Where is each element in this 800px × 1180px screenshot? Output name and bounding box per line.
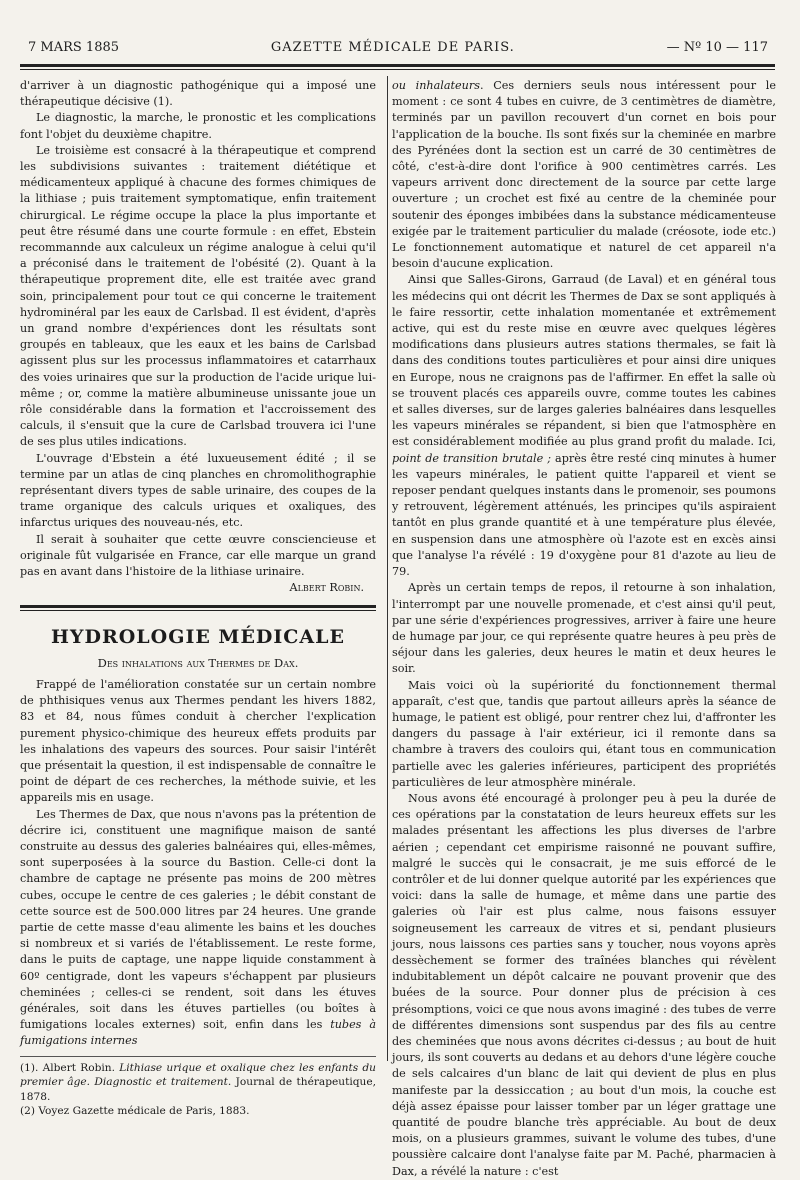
footnotes <box>20 1056 376 1119</box>
paragraph: Le troisième est consacré à la thérapeutique et comprend les subdivisions suivantes : traitement diététique et médicamenteux appliqué à chacune des formes chimiques de la lithiase ; puis traitement symptomatique, enfin traitement chirurgical. Le régime occupe la place la plus importante et peut être résumé dans une courte formule : en effet, Ebstein recommannde aux calculeux un régime analogue à celui qu'il a préconisé dans le traitement de l'obésité (2). Quant à la thérapeutique proprement dite, elle est traitée avec grand soin, principalement pour tout ce qui concerne le traitement hydrominéral par les eaux de Carlsbad. Il est évident, d'après un grand nombre d'expériences dont les résultats sont groupés en tableaux, que les eaux et les bains de Carlsbad agissent plus sur les processus inflammatoires et catarrhaux des voies urinaires que sur la production de l'acide urique lui-même ; or, comme la matière albumineuse unissante joue un rôle considérable dans la formation et l'accroissement des calculs, il s'ensuit que la cure de Carlsbad trouvera ici l'une de ses plus utiles indications. <box>20 143 376 449</box>
paragraph: Frappé de l'amélioration constatée sur un certain nombre de phthisiques venus aux Thermes pendant les hivers 1882, 83 et 84, nous fûmes conduit à chercher l'explication purement physico-chimique des heureux effets produits par les inhalations des vapeurs des sources. Pour saisir l'intérêt que présentait la question, il est indispensable de connaître le point de départ de ces recherches, la méthode suivie, et les appareils mis en usage. <box>20 677 376 805</box>
italic-run: Lithiase urique et oxalique chez les enfants du premier âge. Diagnostic et traitement. <box>20 1061 376 1089</box>
paragraph: Nous avons été encouragé à prolonger peu à peu la durée de ces opérations par la constatation de leurs heureux effets sur les malades présentant les affections les plus diverses de l'arbre aérien ; cependant cet empirisme raisonné ne pouvant suffire, malgré le succès qui le consacrait, je me suis efforcé de le contrôler et de lui donner quelque autorité par les expériences que voici: dans la salle de humage, et même dans une partie des galeries où l'air est plus calme, nous faisons essuyer soigneusement les carreaux de vitres et si, pendant plusieurs jours, nous laissons ces parties sans y toucher, nous voyons après dessèchement se former des traînées blanches qui révèlent indubitablement un dépôt calcaire ne pouvant provenir que des buées de la source. Pour donner plus de précision à ces présomptions, voici ce que nous avons imaginé : des tubes de verre de différentes dimensions sont suspendus par des fils au centre des cheminées que nous avons décrites ci-dessus ; au bout de huit jours, ils sont couverts au dedans et au dehors d'une légère couche de sels calcaires d'un blanc de lait qui devient de plus en plus manifeste par la dessiccation ; au bout d'un mois, la couche est déjà assez épaisse pour laisser tomber par un léger grattage une quantité de poudre blanche très appréciable. Au bout de deux mois, on a plusieurs grammes, suivant le volume des tubes, d'une poussière calcaire dont l'analyse faite par M. Paché, pharmacien à Dax, a révélé la nature : c'est <box>392 791 776 1178</box>
header-title: GAZETTE MÉDICALE DE PARIS. <box>270 40 515 55</box>
header-rule-thin <box>20 69 775 70</box>
paragraph <box>20 807 376 1050</box>
footnote-2: (2) Voyez Gazette médicale de Paris, 1883. <box>20 1105 250 1118</box>
section-title: HYDROLOGIE MÉDICALE <box>50 625 346 648</box>
header-issue: — Nº 10 — 117 <box>666 40 768 55</box>
paragraph: Mais voici où la supériorité du fonctionnement thermal apparaît, c'est que, tandis que partout ailleurs après la séance de humage, le patient est obligé, pour rentrer chez lui, d'affronter les dangers du passage à l'air extérieur, ici il remonte dans sa chambre à travers des couloirs qui, étant tous en communication partielle avec les galeries inférieures, participent des propriétés particulières de leur atmosphère minérale. <box>392 678 776 789</box>
text-run: Ainsi que Salles-Girons, Garraud (de Laval) et en général tous les médecins qui ont décrit les Thermes de Dax se sont appliqués à le faire ressortir, cette inhalation momentanée et extrêmement active, qui est du reste mise en œuvre avec quelques légères modifications dans plusieurs autres stations thermales, se fait là dans des conditions toutes particulières et pour ainsi dire uniques en Europe, nous ne craignons pas de l'affirmer. En effet la salle où se trouvent placés ces appareils ouvre, comme toutes les cabines et salles diverses, sur de larges galeries balnéaires dans lesquelles les vapeurs minérales se répandent, si bien que l'atmosphère en est considérablement modifiée au plus grand profit du malade. Ici, <box>392 273 776 449</box>
article-subtitle: Des inhalations aux Thermes de Dax. <box>97 655 299 670</box>
paragraph: L'ouvrage d'Ebstein a été luxueusement édité ; il se termine par un atlas de cinq planches en chromolithographie représentant divers types de sable urinaire, des coupes de la trame organique des calculs uriques et oxaliques, des infarctus uriques des nouveau-nés, etc. <box>20 451 376 530</box>
page-header <box>28 40 768 62</box>
italic-run: tubes à fumigations internes <box>20 1018 376 1048</box>
left-column <box>20 78 376 1119</box>
header-rule-thick <box>20 64 775 67</box>
italic-run: ou inhalateurs <box>392 79 480 92</box>
right-column <box>392 78 776 1180</box>
text-run: (1). Albert Robin. <box>20 1061 120 1074</box>
text-run: Journal de thérapeutique, 1878. <box>20 1076 376 1103</box>
paragraph <box>392 78 776 272</box>
text-run: Les Thermes de Dax, que nous n'avons pas la prétention de décrire ici, constituent une magnifique maison de santé construite au dessus des galeries balnéaires qui, elles-mêmes, sont superposées à la source du Bastion. Celle-ci dont la chambre de captage ne présente pas moins de 200 mètres cubes, occupe le centre de ces galeries ; le débit constant de cette source est de 500.000 litres par 24 heures. Une grande partie de cette masse d'eau alimente les bains et les douches si nombreux et si variés de l'établissement. Le reste forme, dans le puits de captage, une nappe liquide constamment à 60º centigrade, dont les vapeurs s'échappent par plusieurs cheminées ; celles-ci se rendent, soit dans les étuves générales, soit dans les étuves partielles (ou boîtes à fumigations locales externes) soit, enfin dans les <box>20 807 376 1032</box>
section-rule <box>20 605 376 608</box>
text-run: après être resté cinq minutes à humer les vapeurs minérales, le patient quitte l'appareil et vient se reposer pendant quelques instants dans le promenoir, ses poumons y retrouvent, légèrement atténués, les principes qu'ils aspiraient tantôt en plus grande quantité et à une température plus élevée, en suspension dans une atmosphère où l'azote est en excès ainsi que l'analyse l'a révélé : 19 d'oxygène pour 81 d'azote au lieu de 79. <box>392 451 776 579</box>
header-date: 7 MARS 1885 <box>28 40 120 55</box>
paragraph: Il serait à souhaiter que cette œuvre consciencieuse et originale fût vulgarisée en France, car elle marque un grand pas en avant dans l'histoire de la lithiase urinaire. <box>20 532 376 579</box>
paragraph: Après un certain temps de repos, il retourne à son inhalation, l'interrompt par une nouvelle promenade, et c'est ainsi qu'il peut, par une série d'expériences progressives, arriver à faire une heure de humage par jour, ce qui représente quatre heures à peu près de séjour dans les galeries, deux heures le matin et deux heures le soir. <box>392 581 776 676</box>
author-signature: Albert Robin. <box>289 581 364 595</box>
italic-run: point de transition brutale ; <box>392 451 551 465</box>
text-run: . Ces derniers seuls nous intéressent pour le moment : ce sont 4 tubes en cuivre, de 3 centimètres de diamètre, terminés par un pavillon recouvert d'un cornet en bois pour l'application de la bouche. Ils sont fixés sur la cheminée en marbre des Pyrénées dont la section est un carré de 30 centimètres de côté, c'est-à-dire dont l'orifice à 900 centimètres carrés. Les vapeurs arrivent donc directement de la source par cette large ouverture ; un crochet est fixé au centre de la cheminée pour soutenir des éponges imbibées dans la substance médicamenteuse exigée par le traitement particulier du malade (créosote, iode etc.) Le fonctionnement automatique et naturel de cet appareil n'a besoin d'aucune explication. <box>392 79 776 271</box>
paragraph <box>392 272 776 580</box>
paragraph: Le diagnostic, la marche, le pronostic et les complications font l'objet du deuxième chapitre. <box>20 111 376 141</box>
footnote-1 <box>20 1061 376 1105</box>
section-rule-thin <box>20 610 376 611</box>
column-separator <box>387 76 388 1061</box>
paragraph: d'arriver à un diagnostic pathogénique qui a imposé une thérapeutique décisive (1). <box>20 79 376 109</box>
